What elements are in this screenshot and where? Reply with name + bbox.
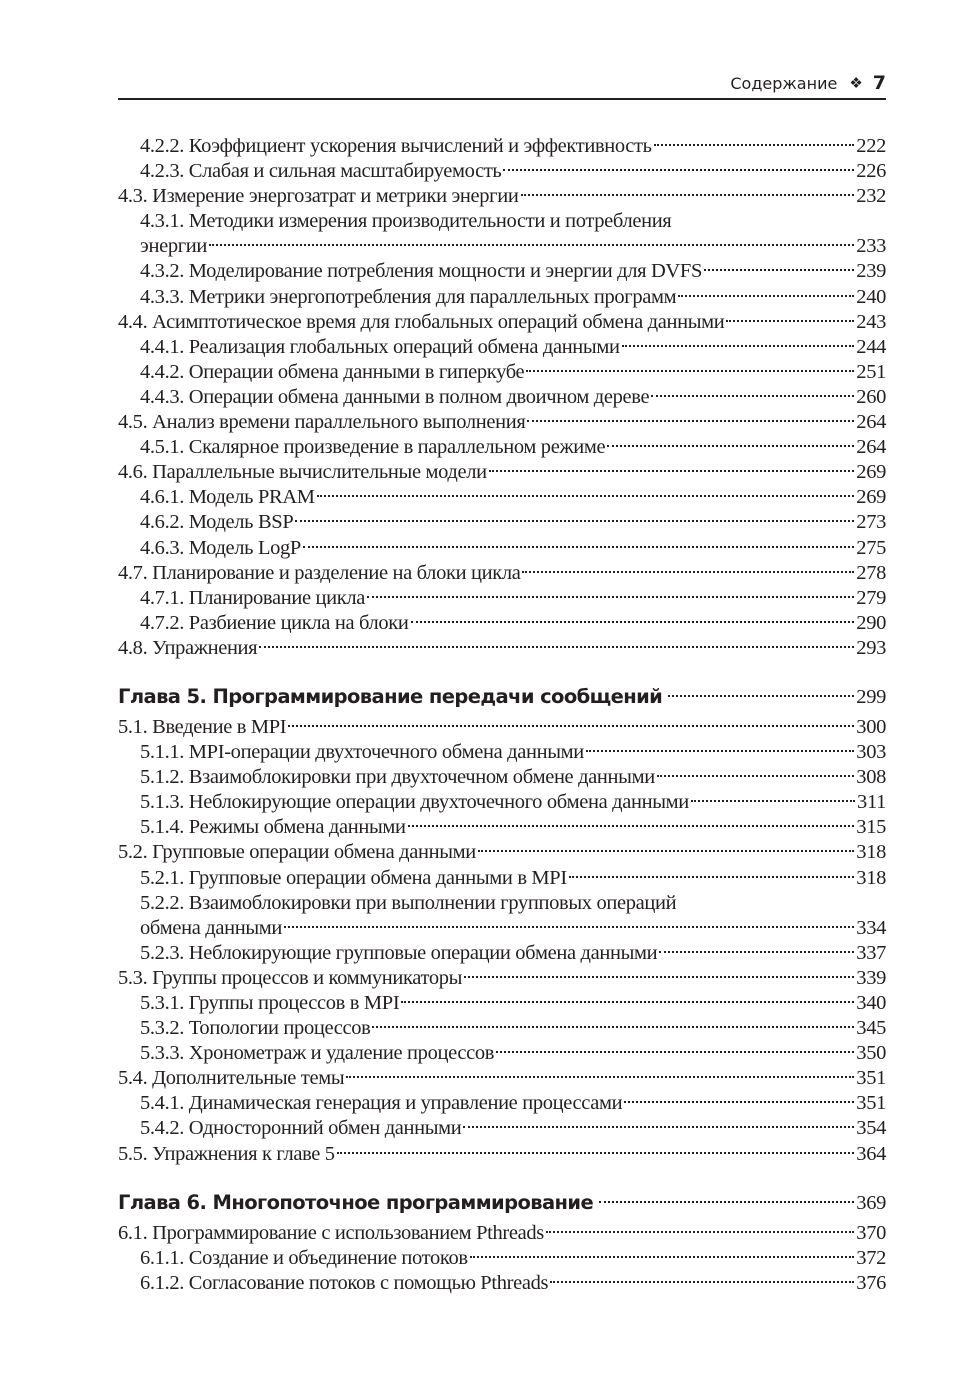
- header-right: [730, 72, 886, 94]
- entry-page: 334: [856, 916, 886, 939]
- entry-title: обмена данными: [140, 916, 283, 939]
- entry-title: 5.2. Групповые операции обмена данными: [118, 841, 476, 864]
- entry-title: 4.3.3. Метрики энергопотребления для параллельных программ: [140, 285, 677, 308]
- entry-title: 5.1.1. MPI-операции двухточечного обмена данными: [140, 741, 584, 764]
- entry-title: 6.1. Программирование с использованием Pthreads: [118, 1221, 544, 1244]
- toc-entry[interactable]: [118, 708, 886, 738]
- entry-title: 4.5.1. Скалярное произведение в параллельном режиме: [140, 436, 606, 459]
- dot-leader: [367, 579, 854, 604]
- chapter-title: Глава 5. Программирование передачи сообщений: [118, 684, 663, 708]
- dot-leader: [522, 554, 854, 579]
- dot-leader: [704, 252, 854, 277]
- entry-title: 5.2.3. Неблокирующие групповые операции обмена данными: [140, 941, 658, 964]
- entry-title: 4.2.3. Слабая и сильная масштабируемость: [140, 160, 502, 183]
- entry-page: 269: [856, 486, 886, 509]
- entry-page: 376: [856, 1271, 886, 1294]
- entry-page: 303: [856, 741, 886, 764]
- dot-leader: [346, 1059, 854, 1084]
- entry-page: 364: [856, 1142, 886, 1165]
- entry-page: 264: [856, 436, 886, 459]
- entry-title: 6.1.2. Согласование потоков с помощью Pthreads: [140, 1271, 549, 1294]
- entry-title: 5.1.4. Режимы обмена данными: [140, 816, 406, 839]
- dot-leader: [654, 127, 855, 152]
- entry-title: 4.7. Планирование и разделение на блоки цикла: [118, 561, 521, 584]
- entry-page: 251: [856, 360, 886, 383]
- toc-entry[interactable]: [118, 227, 886, 258]
- dot-leader: [284, 909, 854, 934]
- entry-title: 4.7.2. Разбиение цикла на блоки: [140, 611, 409, 634]
- dot-leader: [668, 677, 854, 703]
- dot-leader: [408, 808, 855, 833]
- entry-title: 5.1.3. Неблокирующие операции двухточечного обмена данными: [140, 791, 689, 814]
- dot-leader: [303, 529, 854, 554]
- entry-page: 239: [856, 260, 886, 283]
- entry-title: 4.6.1. Модель PRAM: [140, 486, 315, 509]
- dot-leader: [478, 833, 854, 858]
- dot-leader: [586, 733, 854, 758]
- dot-leader: [463, 1109, 854, 1134]
- dot-leader: [288, 708, 854, 733]
- entry-page: 308: [856, 766, 886, 789]
- toc-block-chapter5: [118, 708, 886, 1165]
- dot-leader: [527, 403, 854, 428]
- dot-leader: [673, 202, 884, 227]
- running-header: [118, 70, 886, 100]
- entry-title: 4.8. Упражнения: [118, 636, 258, 659]
- entry-page: 372: [856, 1246, 886, 1269]
- entry-title: 4.3.1. Методики измерения производительности и потребления: [140, 210, 672, 233]
- dot-leader: [489, 453, 855, 478]
- entry-page: 260: [856, 385, 886, 408]
- entry-title: 4.5. Анализ времени параллельного выполнения: [118, 411, 526, 434]
- header-title: Содержание: [730, 73, 838, 93]
- entry-page: 232: [856, 185, 886, 208]
- entry-page: 233: [856, 235, 886, 258]
- entry-page: 290: [856, 611, 886, 634]
- entry-title: 5.3.3. Хронометраж и удаление процессов: [140, 1042, 495, 1065]
- entry-page: 370: [856, 1221, 886, 1244]
- dot-leader: [372, 1009, 854, 1034]
- dot-leader: [401, 984, 854, 1009]
- entry-page: 278: [856, 561, 886, 584]
- entry-title: 4.6. Параллельные вычислительные модели: [118, 461, 487, 484]
- dot-leader: [411, 604, 855, 629]
- chapter-title: Глава 6. Многопоточное программирование: [118, 1190, 594, 1214]
- entry-page: 350: [856, 1042, 886, 1065]
- entry-title: 5.1. Введение в MPI: [118, 715, 287, 738]
- entry-page: 243: [856, 310, 886, 333]
- entry-page: 244: [856, 335, 886, 358]
- dot-leader: [521, 177, 855, 202]
- entry-title: 4.4.3. Операции обмена данными в полном двоичном дереве: [140, 385, 650, 408]
- entry-page: 315: [856, 816, 886, 839]
- entry-title: 4.4.2. Операции обмена данными в гиперкубе: [140, 360, 525, 383]
- entry-title: 4.2.2. Коэффициент ускорения вычислений и эффективность: [140, 135, 652, 157]
- toc-entry[interactable]: [118, 127, 886, 157]
- dot-leader: [209, 227, 854, 252]
- entry-title: 4.3.2. Моделирование потребления мощности и энергии для DVFS: [140, 260, 702, 283]
- dot-leader: [599, 1183, 854, 1209]
- dot-leader: [464, 959, 854, 984]
- page-number: 7: [872, 72, 886, 94]
- entry-page: 337: [856, 941, 886, 964]
- dot-leader: [470, 1239, 855, 1264]
- entry-title: 5.1.2. Взаимоблокировки при двухточечном обмене данными: [140, 766, 655, 789]
- entry-title: 5.5. Упражнения к главе 5: [118, 1142, 335, 1165]
- entry-title: 4.6.3. Модель LogP: [140, 536, 301, 559]
- entry-page: 293: [856, 636, 886, 659]
- dot-leader: [569, 859, 854, 884]
- entry-page: 318: [856, 841, 886, 864]
- entry-title: энергии: [140, 235, 208, 258]
- dot-leader: [657, 758, 854, 783]
- entry-title: 5.3.1. Группы процессов в MPI: [140, 992, 400, 1014]
- dot-leader: [726, 303, 854, 328]
- dot-leader: [678, 884, 884, 909]
- entry-page: 354: [856, 1117, 886, 1140]
- dot-leader: [259, 629, 854, 654]
- entry-title: 4.6.2. Модель BSP: [140, 511, 294, 534]
- dot-leader: [526, 353, 854, 378]
- entry-title: 5.2.2. Взаимоблокировки при выполнении групповых операций: [140, 891, 677, 914]
- toc-entry[interactable]: [118, 1214, 886, 1244]
- dot-leader: [317, 478, 855, 503]
- entry-title: 5.4. Дополнительные темы: [118, 1067, 345, 1090]
- entry-page: 351: [856, 1092, 886, 1115]
- entry-page: 240: [856, 285, 886, 308]
- entry-page: 345: [856, 1017, 886, 1040]
- entry-page: 226: [856, 160, 886, 183]
- dot-leader: [503, 152, 854, 177]
- entry-page: 222: [856, 135, 886, 157]
- entry-page: 339: [856, 966, 886, 989]
- toc-chapter-6[interactable]: [118, 1183, 886, 1214]
- dot-leader: [678, 278, 854, 303]
- entry-title: 5.4.2. Односторонний обмен данными: [140, 1117, 462, 1140]
- entry-title: 5.2.1. Групповые операции обмена данными в MPI: [140, 866, 567, 889]
- entry-page: 340: [856, 992, 886, 1014]
- entry-title: 4.4.1. Реализация глобальных операций обмена данными: [140, 335, 620, 358]
- toc-entry[interactable]: [118, 252, 886, 283]
- dot-leader: [622, 328, 855, 353]
- entry-title: 6.1.1. Создание и объединение потоков: [140, 1246, 468, 1269]
- entry-page: 275: [856, 536, 886, 559]
- entry-title: 4.4. Асимптотическое время для глобальных операций обмена данными: [118, 310, 725, 333]
- dot-leader: [295, 503, 854, 528]
- entry-page: 318: [856, 866, 886, 889]
- toc-chapter-5[interactable]: [118, 677, 886, 708]
- dot-leader: [659, 934, 854, 959]
- dot-leader: [624, 1084, 854, 1109]
- entry-title: 4.7.1. Планирование цикла: [140, 586, 365, 609]
- dot-leader: [546, 1214, 854, 1239]
- entry-page: 311: [857, 791, 886, 814]
- chapter-page: 299: [856, 685, 886, 708]
- entry-page: 269: [856, 461, 886, 484]
- dot-leader: [607, 428, 854, 453]
- table-of-contents: [118, 127, 886, 1294]
- entry-page: 279: [856, 586, 886, 609]
- entry-title: 5.3.2. Топологии процессов: [140, 1017, 371, 1040]
- entry-page: 264: [856, 411, 886, 434]
- dot-leader: [651, 378, 854, 403]
- entry-title: 4.3. Измерение энергозатрат и метрики энергии: [118, 185, 519, 208]
- dot-leader: [337, 1135, 855, 1160]
- fleuron-diamond-icon: ❖: [849, 74, 863, 92]
- dot-leader: [691, 783, 855, 808]
- toc-block-chapter4: [118, 127, 886, 659]
- entry-page: 351: [856, 1067, 886, 1090]
- entry-title: 5.4.1. Динамическая генерация и управление процессами: [140, 1092, 623, 1115]
- dot-leader: [496, 1034, 854, 1059]
- toc-block-chapter6: [118, 1214, 886, 1294]
- entry-title: 5.3. Группы процессов и коммуникаторы: [118, 966, 463, 989]
- entry-page: 300: [856, 715, 886, 738]
- chapter-page: 369: [856, 1191, 886, 1214]
- dot-leader: [550, 1264, 854, 1289]
- entry-page: 273: [856, 511, 886, 534]
